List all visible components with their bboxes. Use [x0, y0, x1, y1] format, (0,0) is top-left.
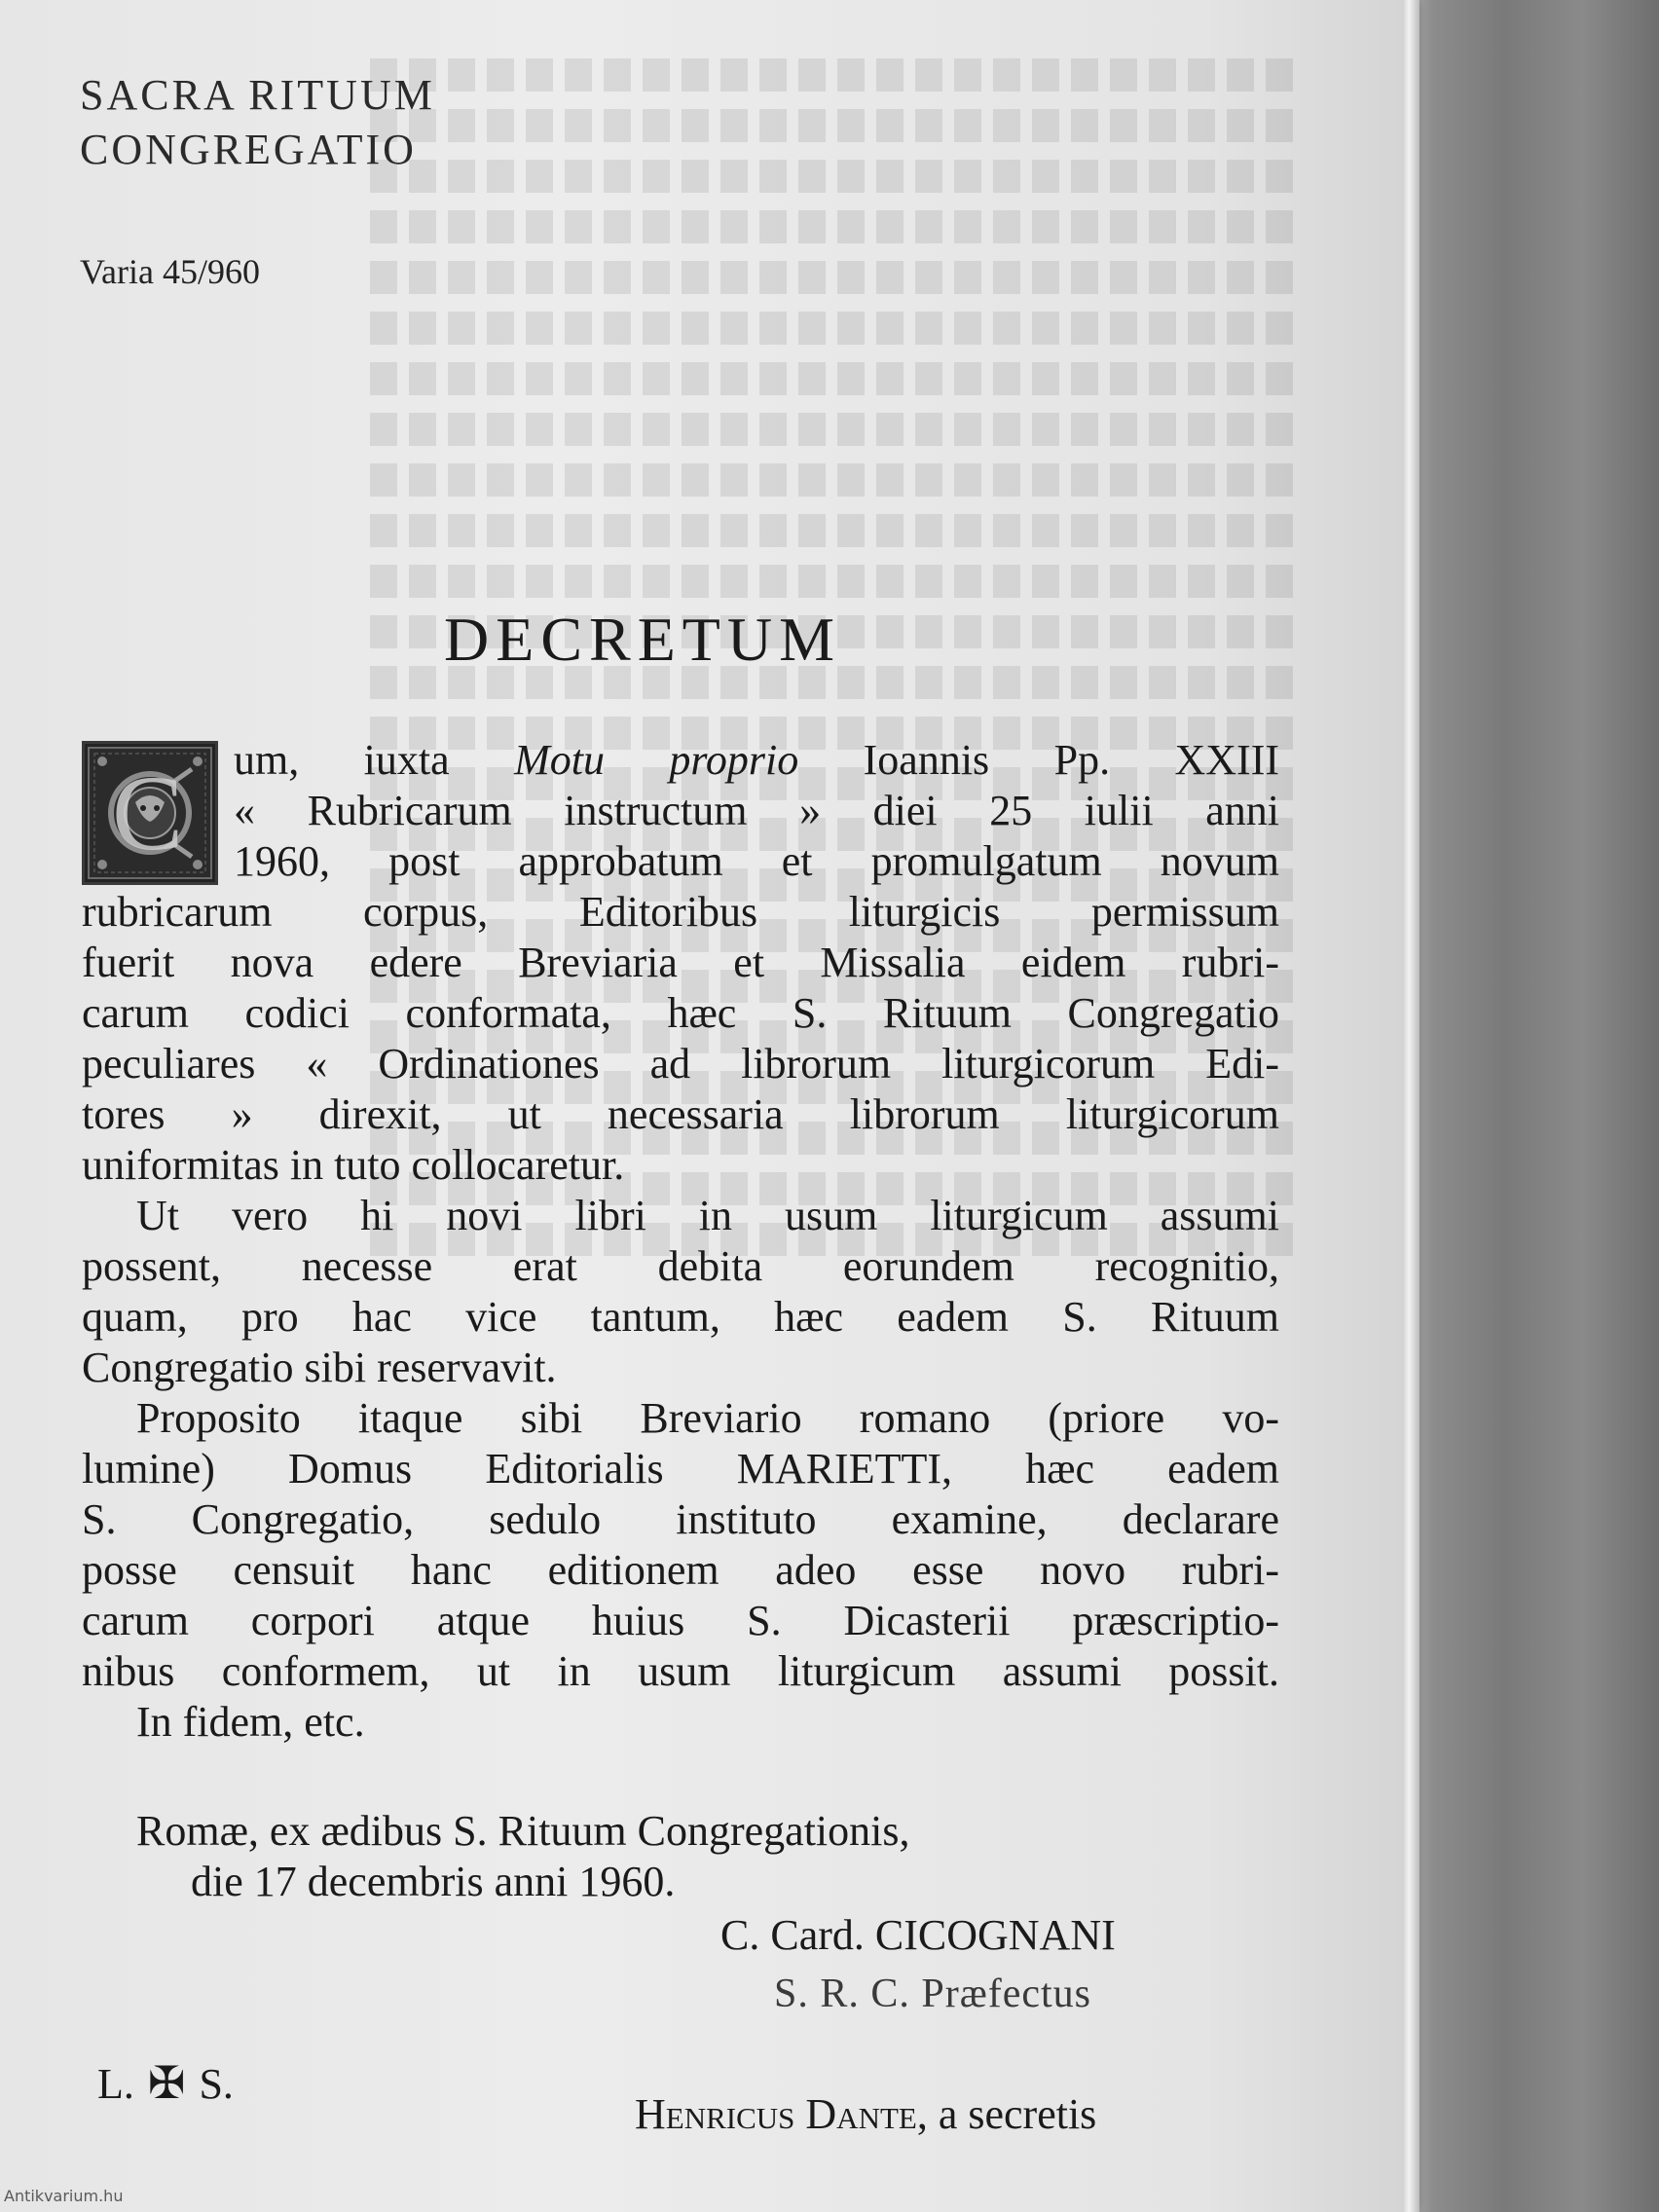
illuminated-drop-cap [82, 741, 218, 885]
page-title: DECRETUM [444, 605, 841, 674]
p1-line-6: carum codici conformata, hæc S. Rituum Congregatio [82, 989, 1279, 1037]
p1-line-2: « Rubricarum instructum » diei 25 iulii anni [234, 787, 1279, 834]
prefect-title: S. R. C. Præfectus [774, 1972, 1092, 2016]
dateline-date: die 17 decembris anni 1960. [191, 1858, 676, 1905]
p4-line-1: In fidem, etc. [136, 1698, 365, 1746]
p3-line-6: nibus conformem, ut in usum liturgicum assumi possit. [82, 1647, 1279, 1695]
dateline [136, 1806, 910, 1907]
p1-line-5: fuerit nova edere Breviaria et Missalia eidem rubri- [82, 939, 1279, 986]
p1-line-9: uniformitas in tuto collocaretur. [82, 1141, 625, 1189]
p2-line-3: quam, pro hac vice tantum, hæc eadem S. Rituum [82, 1293, 1279, 1341]
decree-body [82, 735, 1279, 1748]
p2-line-4: Congregatio sibi reservavit. [82, 1344, 557, 1391]
p1-line-3: 1960, post approbatum et promulgatum novum [234, 837, 1279, 885]
p3-line-5: carum corpori atque huius S. Dicasterii præscriptio- [82, 1597, 1279, 1644]
paragraph-1 [82, 735, 1279, 1191]
congregation-heading [80, 68, 435, 177]
p3-line-2: lumine) Domus Editorialis MARIETTI, hæc eadem [82, 1445, 1279, 1493]
dateline-place: Romæ, ex ædibus S. Rituum Congregationis, [136, 1807, 910, 1855]
p2-line-2: possent, necesse erat debita eorundem recognitio, [82, 1242, 1279, 1290]
paragraph-2 [82, 1191, 1279, 1393]
p3-line-1: Proposito itaque sibi Breviario romano (priore vo- [136, 1394, 1279, 1442]
p1-line-7: peculiares « Ordinationes ad librorum liturgicorum Edi- [82, 1040, 1279, 1088]
secretary-signature [635, 2089, 1096, 2139]
paragraph-4 [82, 1697, 1279, 1748]
seal-left: L. [97, 2060, 134, 2108]
secretary-name: Henricus Dante [635, 2090, 917, 2138]
drop-cap-letter: C [112, 754, 184, 872]
cross-icon: ✠ [147, 2058, 186, 2108]
p3-line-3: S. Congregatio, sedulo instituto examine, declarare [82, 1495, 1279, 1543]
p2-line-1: Ut vero hi novi libri in usum liturgicum assumi [136, 1192, 1279, 1239]
congregation-line-1: SACRA RITUUM [80, 71, 435, 119]
congregation-line-2: CONGREGATIO [80, 126, 417, 173]
p1-line-4: rubricarum corpus, Editoribus liturgicis permissum [82, 888, 1279, 936]
p1-line-1a: um, iuxta [234, 736, 515, 784]
document-reference: Varia 45/960 [80, 252, 260, 291]
background-surface [1402, 0, 1659, 2212]
p3-line-4: posse censuit hanc editionem adeo esse novo rubri- [82, 1546, 1279, 1594]
motu-proprio-title: Motu proprio [514, 736, 799, 784]
page-edge [1402, 0, 1419, 2212]
p1-line-1b: Ioannis Pp. XXIII [798, 736, 1280, 784]
paragraph-3 [82, 1393, 1279, 1697]
seal-right: S. [199, 2060, 234, 2108]
watermark: Antikvarium.hu [4, 2187, 124, 2205]
drop-cap-ornament-icon [85, 744, 215, 882]
seal-mark [97, 2056, 234, 2109]
secretary-title: , a secretis [916, 2090, 1097, 2138]
prefect-signature: C. Card. CICOGNANI [720, 1911, 1116, 1959]
p1-line-8: tores » direxit, ut necessaria librorum liturgicorum [82, 1090, 1279, 1138]
